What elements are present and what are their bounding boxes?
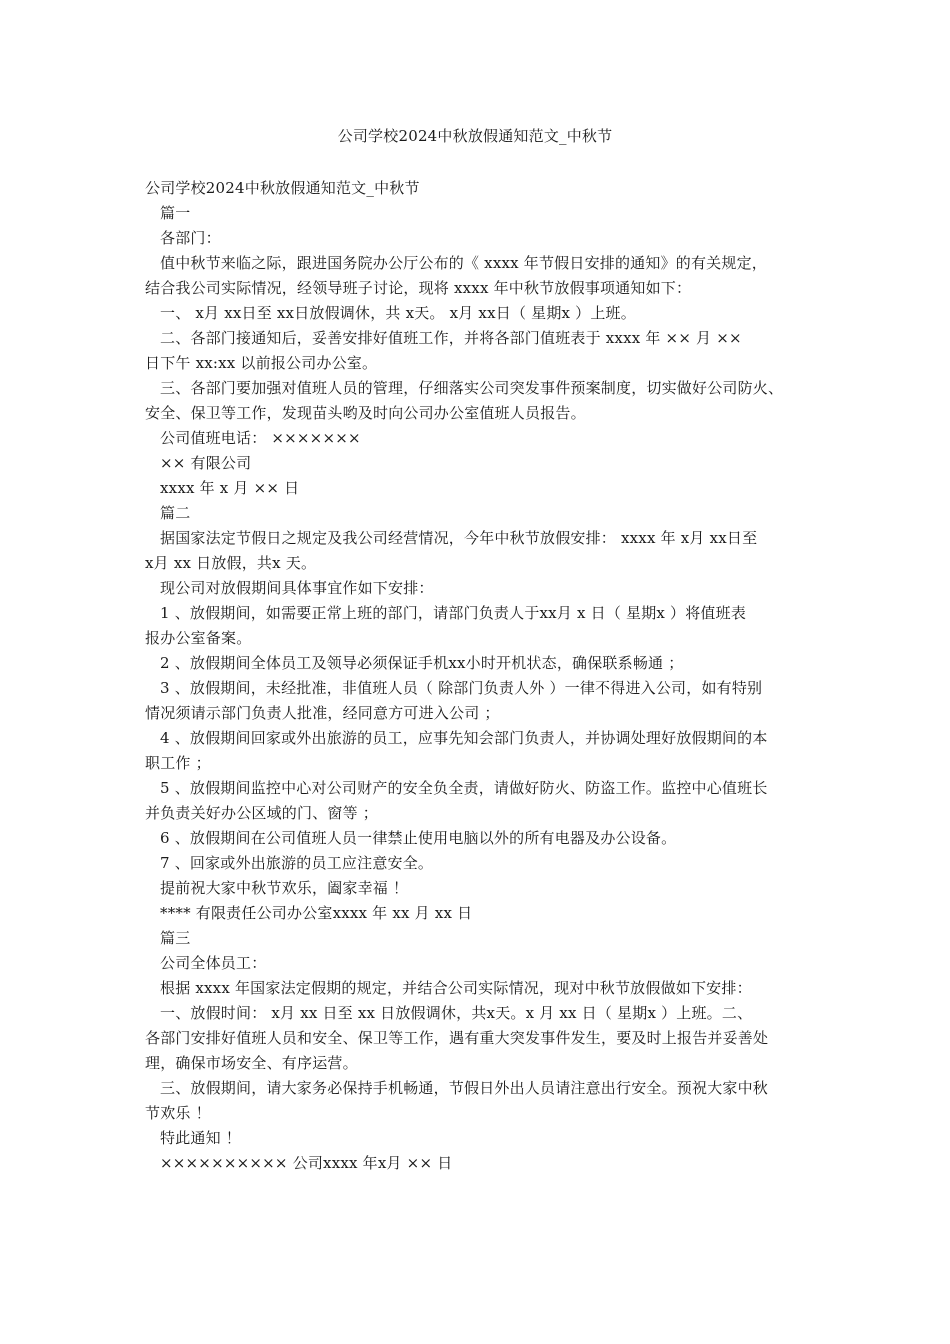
page-title: 公司学校2024中秋放假通知范文_中秋节 (337, 127, 613, 145)
text-line: xxxx 年 x 月 ×× 日 (160, 479, 300, 497)
text-line: 1 、放假期间，如需要正常上班的部门，请部门负责人于xx月 x 日（ 星期x ）将值班表 (160, 604, 747, 622)
text-line: 结合我公司实际情况，经领导班子讨论，现将 xxxx 年中秋节放假事项通知如下： (145, 279, 692, 297)
text-line: 一、 x月 xx日至 xx日放假调休，共 x天。 x月 xx日（ 星期x ）上班。 (160, 304, 636, 322)
text-line: 公司学校2024中秋放假通知范文_中秋节 (145, 179, 420, 197)
text-line: 三、放假期间，请大家务必保持手机畅通，节假日外出人员请注意出行安全。预祝大家中秋 (160, 1079, 769, 1097)
text-line: 2 、放假期间全体员工及领导必须保证手机xx小时开机状态，确保联系畅通 ； (160, 654, 684, 672)
text-line: 现公司对放假期间具体事宜作如下安排： (160, 579, 434, 597)
text-line: 节欢乐 ！ (145, 1104, 211, 1122)
text-line: 各部门安排好值班人员和安全、保卫等工作，遇有重大突发事件发生，要及时上报告并妥善处 (145, 1029, 769, 1047)
text-line: ×××××××××× 公司xxxx 年x月 ×× 日 (160, 1154, 453, 1172)
text-line: 三、各部门要加强对值班人员的管理，仔细落实公司突发事件预案制度，切实做好公司防火、 (160, 379, 784, 397)
text-line: 并负责关好办公区域的门、窗等 ； (145, 804, 378, 822)
text-line: 各部门： (160, 229, 221, 247)
text-line: 根据 xxxx 年国家法定假期的规定，并结合公司实际情况，现对中秋节放假做如下安排： (160, 979, 752, 997)
text-line: 4 、放假期间回家或外出旅游的员工，应事先知会部门负责人，并协调处理好放假期间的本 (160, 729, 768, 747)
text-line: 职工作 ； (145, 754, 211, 772)
text-line: 特此通知 ！ (160, 1129, 241, 1147)
text-line: 报办公室备案。 (145, 629, 252, 647)
text-line: 6 、放假期间在公司值班人员一律禁止使用电脑以外的所有电器及办公设备。 (160, 829, 677, 847)
text-line: 二、各部门接通知后，妥善安排好值班工作，并将各部门值班表于 xxxx 年 ×× 月 ×× (160, 329, 742, 347)
text-line: 公司全体员工： (160, 954, 267, 972)
text-line: 3 、放假期间，未经批准，非值班人员（ 除部门负责人外 ）一律不得进入公司，如有特别 (160, 679, 763, 697)
text-line: 提前祝大家中秋节欢乐，阖家幸福 ！ (160, 879, 409, 897)
text-line: 篇一 (160, 204, 191, 222)
text-line: x月 xx 日放假，共x 天。 (145, 554, 317, 572)
text-line: 据国家法定节假日之规定及我公司经营情况，今年中秋节放假安排： xxxx 年 x月 xx日至 (160, 529, 758, 547)
text-line: 7 、回家或外出旅游的员工应注意安全。 (160, 854, 434, 872)
text-line: 篇二 (160, 504, 191, 522)
text-line: 日下午 xx:xx 以前报公司办公室。 (145, 354, 378, 372)
text-line: 理，确保市场安全、有序运营。 (145, 1054, 358, 1072)
text-line: 5 、放假期间监控中心对公司财产的安全负全责，请做好防火、防盗工作。监控中心值班长 (160, 779, 768, 797)
document-body (145, 176, 810, 1176)
text-line: 一、放假时间： x月 xx 日至 xx 日放假调休，共x天。x 月 xx 日（ 星期x ）上班。二、 (160, 1004, 753, 1022)
text-line: 安全、保卫等工作，发现苗头哟及时向公司办公室值班人员报告。 (145, 404, 586, 422)
text-line: 公司值班电话： ××××××× (160, 429, 361, 447)
text-line: **** 有限责任公司办公室xxxx 年 xx 月 xx 日 (160, 904, 473, 922)
text-line: 情况须请示部门负责人批准，经同意方可进入公司 ； (145, 704, 500, 722)
text-line: 篇三 (160, 929, 191, 947)
text-line: 值中秋节来临之际，跟进国务院办公厅公布的《 xxxx 年节假日安排的通知》的有关规定， (160, 254, 767, 272)
text-line: ×× 有限公司 (160, 454, 252, 472)
